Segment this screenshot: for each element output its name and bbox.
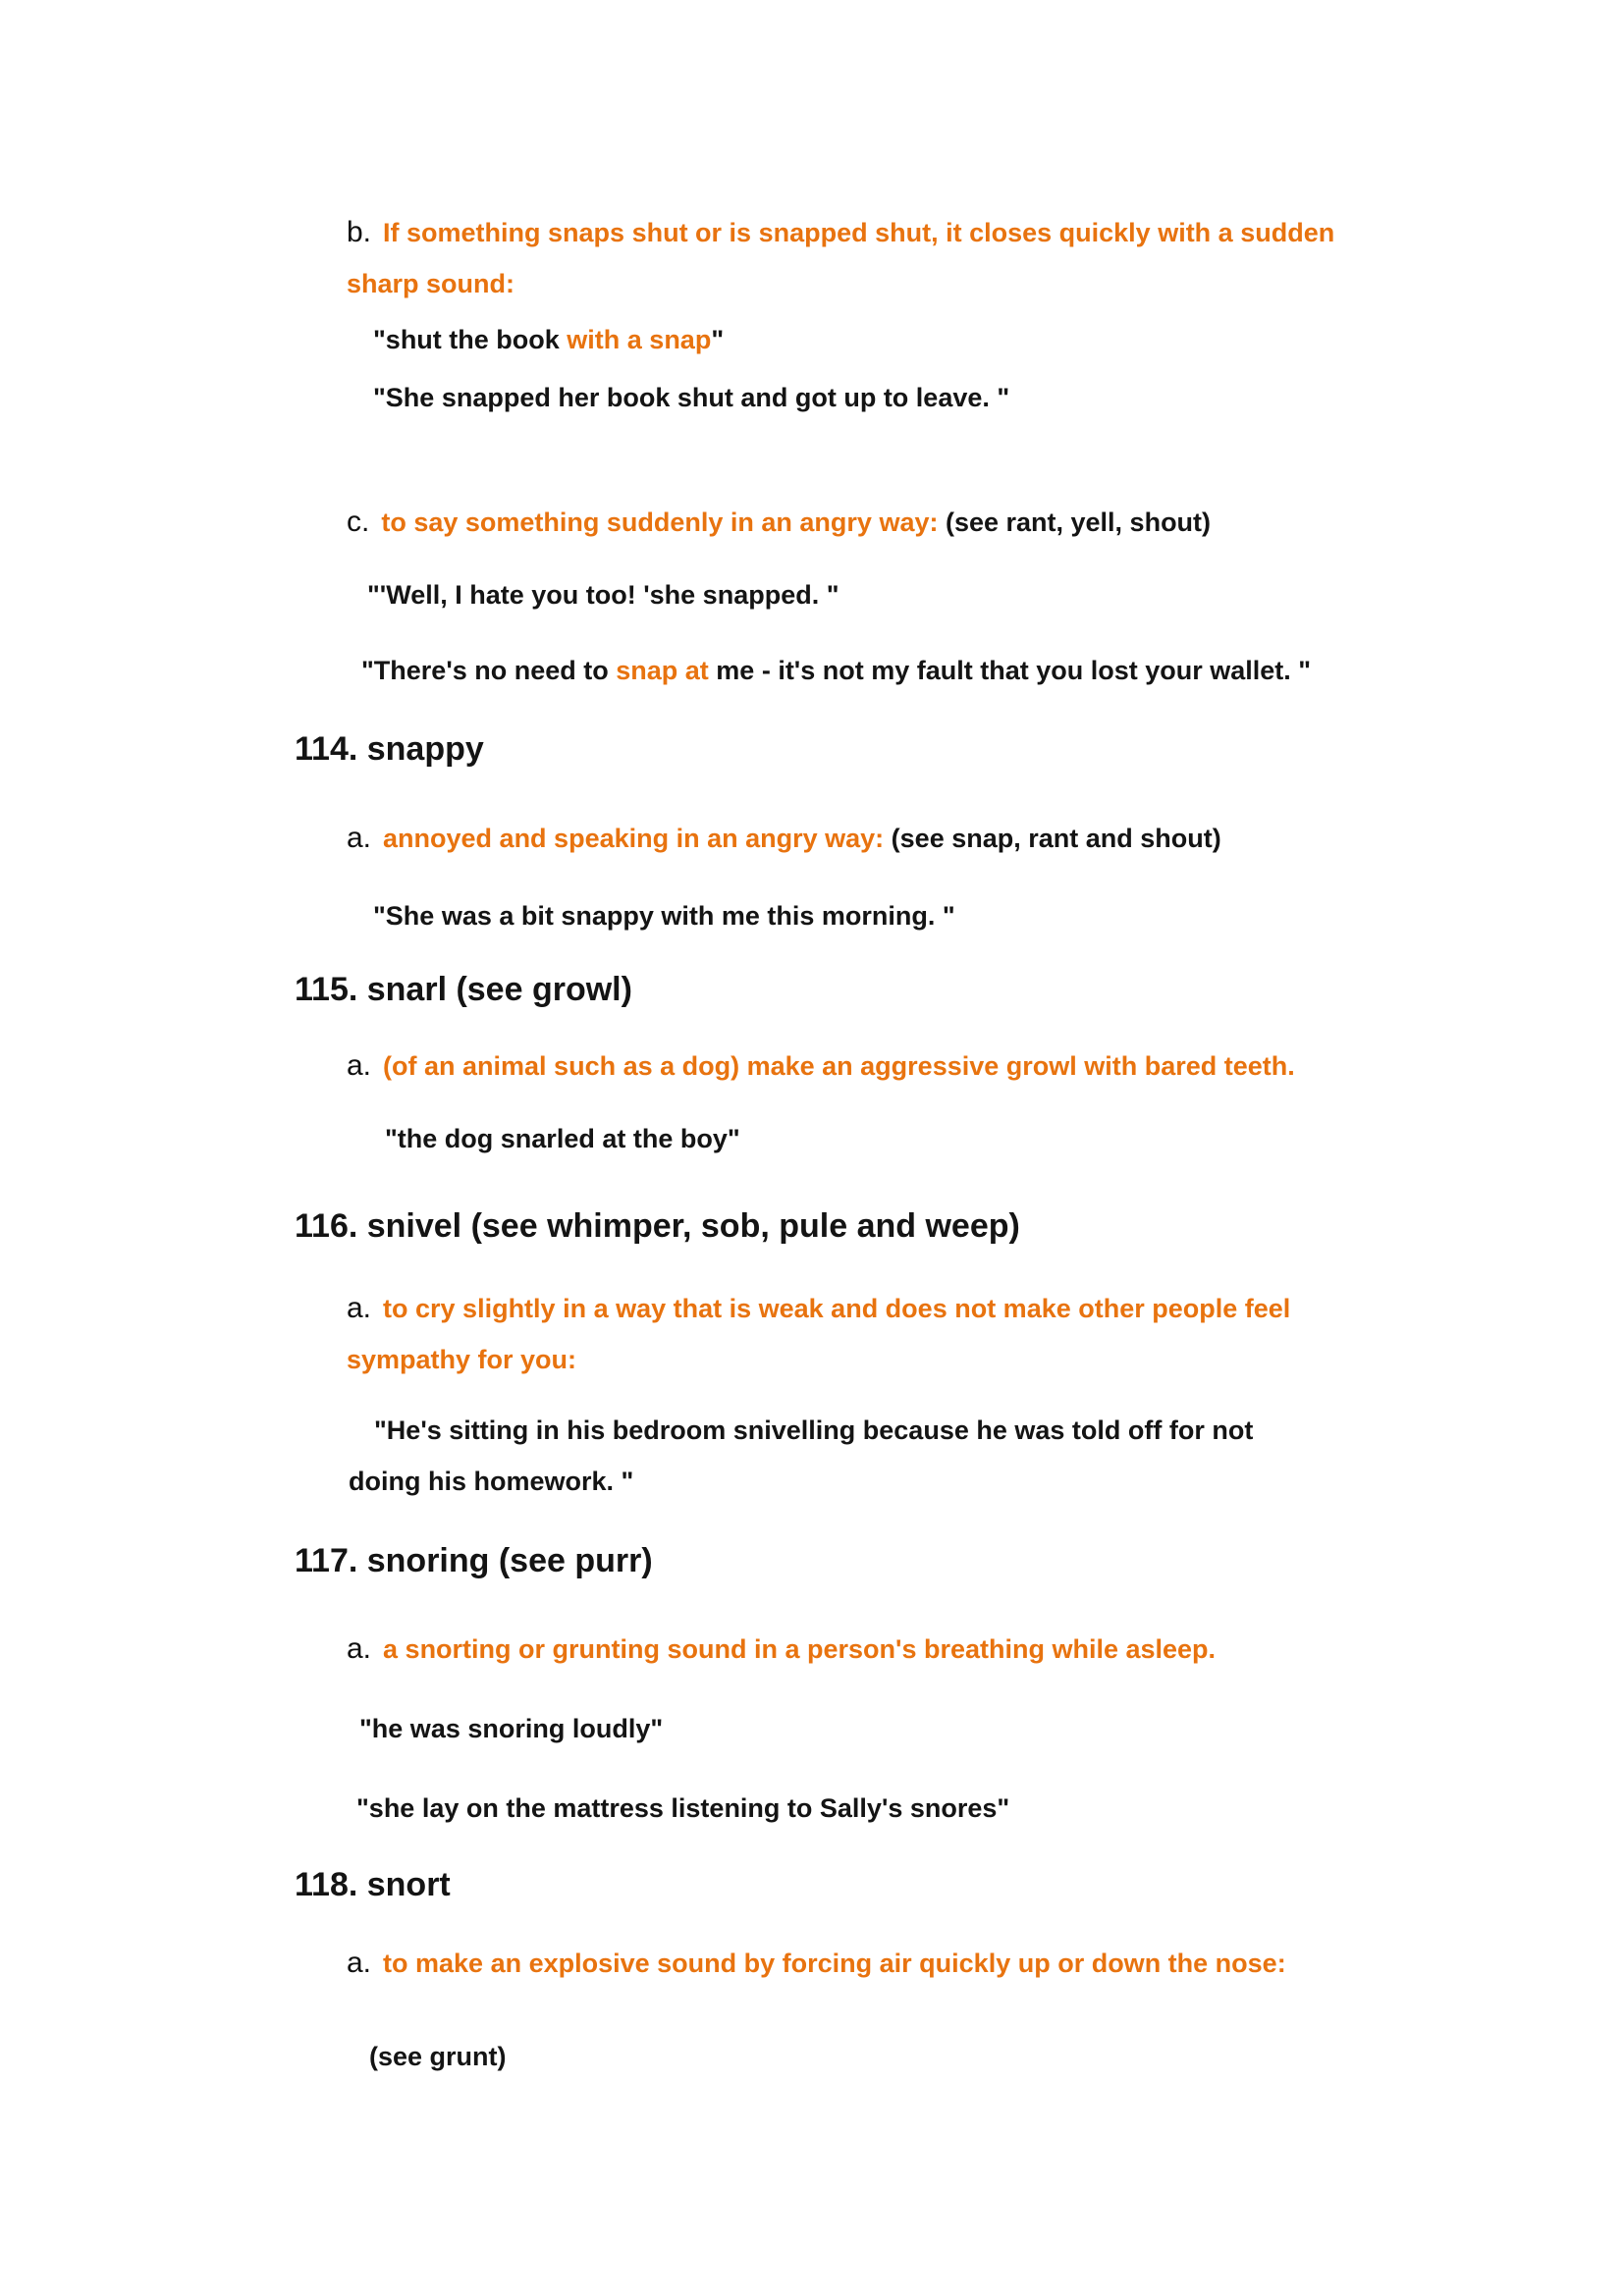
example-highlight: snap at — [616, 656, 709, 685]
list-marker-a: a. — [347, 822, 372, 854]
definition-snort-a — [347, 1946, 1286, 1981]
list-marker-c: c. — [347, 506, 370, 538]
definition-text: to make an explosive sound by forcing air quickly up or down the nose: — [383, 1949, 1286, 1978]
example-hes-sitting-line-1 — [374, 1413, 1253, 1448]
example-text: "she lay on the mattress listening to Sally's snores" — [356, 1793, 1010, 1823]
entry-heading-117-snoring — [295, 1539, 653, 1582]
example-text: "shut the book — [373, 325, 568, 354]
heading-text: 114. snappy — [295, 730, 484, 768]
list-marker-a: a. — [347, 1947, 372, 1979]
example-well-i-hate-you — [367, 577, 839, 613]
entry-heading-115-snarl — [295, 968, 632, 1011]
entry-heading-114-snappy — [295, 727, 484, 771]
cross-reference: (see snap, rant and shout) — [891, 824, 1221, 853]
cross-reference: (see grunt) — [369, 2042, 507, 2071]
example-highlight: with a snap — [567, 325, 712, 354]
entry-heading-118-snort — [295, 1863, 451, 1906]
definition-b-snap-line-2 — [347, 266, 514, 301]
example-text: " — [711, 325, 725, 354]
definition-text: annoyed and speaking in an angry way: — [383, 824, 892, 853]
example-she-lay-mattress — [356, 1790, 1009, 1826]
definition-text: to say something suddenly in an angry way: — [381, 507, 946, 537]
example-text: "She was a bit snappy with me this morning. " — [373, 901, 955, 931]
definition-text: If something snaps shut or is snapped shut, it closes quickly with a sudden — [383, 218, 1335, 247]
example-text: "he was snoring loudly" — [359, 1714, 664, 1743]
cross-reference-see-grunt — [369, 2039, 507, 2074]
cross-reference: (see rant, yell, shout) — [945, 507, 1212, 537]
definition-snivel-line-1 — [347, 1291, 1290, 1326]
example-she-snapped-book — [373, 380, 1009, 415]
heading-text: 117. snoring (see purr) — [295, 1542, 653, 1579]
list-marker-a: a. — [347, 1292, 372, 1324]
list-marker-a: a. — [347, 1632, 372, 1665]
definition-snarl-a — [347, 1048, 1295, 1084]
definition-snoring-a — [347, 1631, 1216, 1667]
example-text: "'Well, I hate you too! 'she snapped. " — [367, 580, 839, 610]
definition-snappy-a — [347, 821, 1221, 856]
example-text: "There's no need to — [361, 656, 617, 685]
list-marker-a: a. — [347, 1049, 372, 1082]
example-he-was-snoring — [359, 1711, 663, 1746]
example-text: "She snapped her book shut and got up to leave. " — [373, 383, 1010, 412]
example-shut-the-book — [373, 322, 724, 357]
definition-c-snap — [347, 505, 1211, 540]
entry-heading-116-snivel — [295, 1204, 1020, 1248]
definition-text: (of an animal such as a dog) make an aggressive growl with bared teeth. — [383, 1051, 1295, 1081]
definition-text: sympathy for you: — [347, 1345, 577, 1374]
definition-text: sharp sound: — [347, 269, 515, 298]
definition-b-snap-line-1 — [347, 215, 1334, 250]
example-theres-no-need — [361, 653, 1311, 688]
definition-text: a snorting or grunting sound in a person's breathing while asleep. — [383, 1634, 1217, 1664]
heading-text: 118. snort — [295, 1866, 451, 1903]
definition-snivel-line-2 — [347, 1342, 576, 1377]
heading-text: 116. snivel (see whimper, sob, pule and weep) — [295, 1207, 1020, 1245]
example-text: "He's sitting in his bedroom snivelling because he was told off for not — [374, 1415, 1254, 1445]
example-dog-snarled — [385, 1121, 740, 1156]
example-text: "the dog snarled at the boy" — [385, 1124, 740, 1153]
heading-text: 115. snarl (see growl) — [295, 971, 632, 1008]
example-hes-sitting-line-2 — [349, 1464, 633, 1499]
example-text: me - it's not my fault that you lost your wallet. " — [708, 656, 1312, 685]
example-she-was-snappy — [373, 898, 955, 934]
list-marker-b: b. — [347, 216, 372, 248]
definition-text: to cry slightly in a way that is weak and does not make other people feel — [383, 1294, 1291, 1323]
example-text: doing his homework. " — [349, 1467, 634, 1496]
